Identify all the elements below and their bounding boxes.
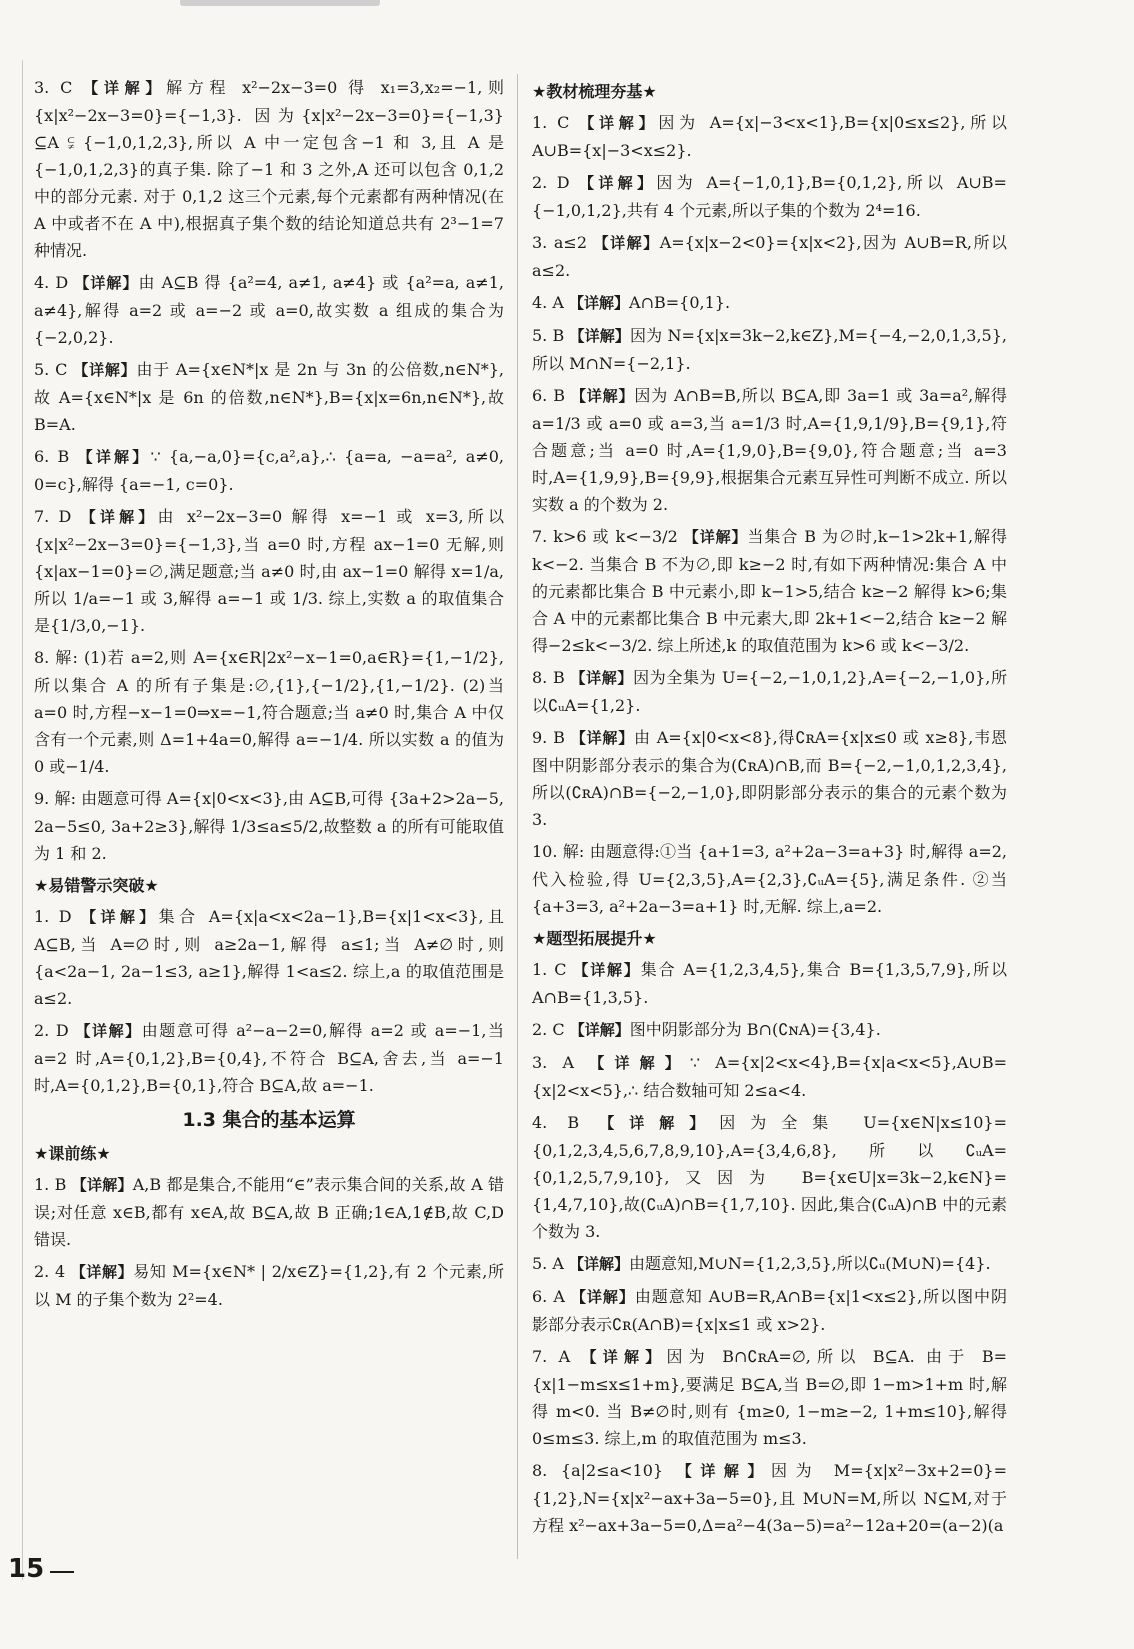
answer-text: 因为 N={x|x=3k−2,k∈Z},M={−4,−2,0,1,3,5},所以 M∩N={−2,1}. xyxy=(532,326,1007,373)
answer-item xyxy=(532,1016,1007,1044)
answer-item xyxy=(532,956,1007,1011)
answer-tag: 【详解】 xyxy=(593,234,660,252)
answer-item xyxy=(34,269,504,351)
answer-number: 5. A xyxy=(532,1254,564,1273)
answer-item xyxy=(34,644,504,780)
answer-item xyxy=(532,1250,1007,1278)
answer-text: 图中阴影部分为 B∩(∁ɴA)={3,4}. xyxy=(629,1020,881,1039)
answer-number: 4. D xyxy=(34,273,69,292)
answer-item xyxy=(34,503,504,639)
answer-number: 3. A xyxy=(532,1053,575,1072)
answer-item xyxy=(34,443,504,498)
answer-text: A,B 都是集合,不能用“∈”表示集合间的关系,故 A 错误;对任意 x∈B,都有 x∈A,故 B⊆A,故 B 正确;1∈A,1∉B,故 C,D 错误. xyxy=(34,1175,504,1249)
answer-number: 5. C xyxy=(34,360,68,379)
answer-tag: 【详解】 xyxy=(70,1263,134,1281)
answer-tag: 【详解】 xyxy=(73,361,137,379)
left-column xyxy=(34,74,504,1318)
answer-tag: 【详解】 xyxy=(570,729,635,747)
chapter-title: 1.3 集合的基本运算 xyxy=(182,1109,356,1131)
answer-item xyxy=(532,1343,1007,1452)
answer-number: 7. k>6 或 k<−3/2 xyxy=(532,527,678,546)
answer-text: ∵ A={x|2<x<4},B={x|a<x<5},A∪B={x|2<x<5},∴ 结合数轴可知 2≤a<4. xyxy=(532,1053,1008,1100)
answer-number: 8. 解: xyxy=(34,648,78,667)
answer-number: 7. A xyxy=(532,1347,571,1366)
answer-text: 集合 A={x|a<x<2a−1},B={x|1<x<3},且 A⊆B,当 A=∅时,则 a≥2a−1,解得 a≤1;当 A≠∅时,则 {a<2a−1, 2a−1≤3, a≥1},解得 1<a≤2. 综上,a 的取值范围是 a≤2. xyxy=(34,907,504,1008)
answer-item xyxy=(532,838,1007,920)
answer-tag: 【详解】 xyxy=(83,79,167,97)
answer-text: 因为全集 U={x∈N|x≤10}={0,1,2,3,4,5,6,7,8,9,10},A={3,4,6,8},所以∁ᵤA={0,1,2,5,7,9,10},又因为 B={x∈U|x=3k−2,k∈N}={1,4,7,10},故(∁ᵤA)∩B={1,7,10}. 因此,集合(∁ᵤA)∩B 中的元素个数为 3. xyxy=(532,1113,1007,1241)
column-divider xyxy=(517,74,518,1559)
binding-edge xyxy=(0,60,23,1580)
answer-tag: 【详解】 xyxy=(569,1021,630,1039)
answer-number: 2. D xyxy=(34,1021,69,1040)
answer-item xyxy=(34,356,504,438)
answer-number: 1. D xyxy=(34,907,72,926)
answer-item xyxy=(532,664,1007,719)
answer-tag: 【详解】 xyxy=(599,1114,720,1132)
answer-item xyxy=(532,1283,1007,1338)
answer-text: 由题意知,M∪N={1,2,3,5},所以∁ᵤ(M∪N)={4}. xyxy=(629,1254,991,1273)
answer-number: 5. B xyxy=(532,326,565,345)
answer-item xyxy=(34,1017,504,1099)
answer-number: 1. B xyxy=(34,1175,67,1194)
answer-tag: 【详解】 xyxy=(573,961,641,979)
answer-tag: 【详解】 xyxy=(581,1348,667,1366)
answer-tag: 【详解】 xyxy=(569,294,630,312)
answer-tag: 【详解】 xyxy=(570,387,635,405)
answer-tag: 【详解】 xyxy=(578,174,657,192)
answer-number: 9. B xyxy=(532,728,565,747)
answer-item xyxy=(532,724,1007,833)
answer-number: 2. 4 xyxy=(34,1262,66,1281)
answer-item xyxy=(532,229,1007,284)
answer-text: A={x|x−2<0}={x|x<2},因为 A∪B=R,所以 a≤2. xyxy=(532,233,1007,280)
answer-tag: 【详解】 xyxy=(569,327,631,345)
answer-number: 3. C xyxy=(34,78,73,97)
left-part1 xyxy=(34,74,504,867)
answer-item xyxy=(532,1457,1007,1539)
answer-number: 4. A xyxy=(532,293,564,312)
answer-text: ∵ {a,−a,0}={c,a²,a},∴ {a=a, −a=a², a≠0, 0=c},解得 {a=−1, c=0}. xyxy=(34,447,504,494)
answer-text: 由题意可得 a²−a−2=0,解得 a=2 或 a=−1,当 a=2 时,A={0,1,2},B={0,4},不符合 B⊆A,舍去,当 a=−1 时,A={0,1,2},B={0,1},符合 B⊆A,故 a=−1. xyxy=(34,1021,504,1095)
answer-number: 1. C xyxy=(532,960,567,979)
answer-text: 由 A⊆B 得 {a²=4, a≠1, a≠4} 或 {a²=a, a≠1, a≠4},解得 a=2 或 a=−2 或 a=0,故实数 a 组成的集合为{−2,0,2}. xyxy=(34,273,504,347)
answer-text: 解方程 x²−2x−3=0 得 x₁=3,x₂=−1,则{x|x²−2x−3=0}={−1,3}. 因为{x|x²−2x−3=0}={−1,3}⊆A ⫋ {−1,0,1,2,3},所以 A 中一定包含−1 和 3,且 A 是{−1,0,1,2,3}的真子集. 除了−1 和 3 之外,A 还可以包含 0,1,2 中的部分元素. 对于 0,1,2 这三个元素,每个元素都有两种情况(在 A 中或者不在 A 中),根据真子集个数的结论知道总共有 2³−1=7 种情况. xyxy=(34,78,505,260)
answer-tag: 【详解】 xyxy=(676,1462,772,1480)
answer-item xyxy=(532,1109,1007,1245)
answer-number: 2. D xyxy=(532,173,570,192)
right-column xyxy=(532,74,1007,1544)
left-part2 xyxy=(34,903,504,1099)
answer-text: (1)若 a=2,则 A={x∈R|2x²−x−1=0,a∈R}={1,−1/2},所以集合 A 的所有子集是:∅,{1},{−1/2},{1,−1/2}. (2)当 a=0 时,方程−x−1=0⇒x=−1,符合题意;当 a≠0 时,集合 A 中仅含有一个元素,则 Δ=1+4a=0,解得 a=−1/4. 所以实数 a 的值为 0 或−1/4. xyxy=(34,648,504,776)
answer-item xyxy=(532,1049,1007,1104)
answer-tag: 【详解】 xyxy=(570,1288,635,1306)
page-number-rule xyxy=(50,1571,74,1573)
answer-text: 由 x²−2x−3=0 解得 x=−1 或 x=3,所以{x|x²−2x−3=0}={−1,3},当 a=0 时,方程 ax−1=0 无解,则 {x|ax−1=0}=∅,满足题意;当 a≠0 时,由 ax−1=0 解得 x=1/a,所以 1/a=−1 或 3,解得 a=−1 或 1/3. 综上,实数 a 的取值集合是{1/3,0,−1}. xyxy=(34,507,504,635)
answer-text: 由题意可得 A={x|0<x<3},由 A⊆B,可得 {3a+2>2a−5, 2a−5≤0, 3a+2≥3},解得 1/3≤a≤5/2,故整数 a 的所有可能取值为 1 和 2. xyxy=(34,789,504,863)
answer-tag: 【详解】 xyxy=(74,274,139,292)
answer-tag: 【详解】 xyxy=(579,114,659,132)
answer-number: 3. a≤2 xyxy=(532,233,587,252)
answer-number: 7. D xyxy=(34,507,72,526)
left-part3 xyxy=(34,1171,504,1313)
scan-top-mark xyxy=(180,0,380,6)
answer-tag: 【详解】 xyxy=(569,1255,630,1273)
answer-item xyxy=(34,1258,504,1313)
section-jiaocai: ★教材梳理夯基★ xyxy=(532,82,657,101)
answer-text: A∩B={0,1}. xyxy=(629,293,731,312)
answer-number: 8. B xyxy=(532,668,565,687)
answer-item xyxy=(532,382,1007,518)
answer-number: 6. B xyxy=(532,386,565,405)
answer-tag: 【详解】 xyxy=(81,908,159,926)
answer-text: 集合 A={1,2,3,4,5},集合 B={1,3,5,7,9},所以 A∩B={1,3,5}. xyxy=(532,960,1007,1007)
answer-number: 9. 解: xyxy=(34,789,76,808)
answer-text: 因为 A∩B=B,所以 B⊆A,即 3a=1 或 3a=a²,解得 a=1/3 或 a=0 或 a=3,当 a=1/3 时,A={1,9,1/9},B={9,1},符合题意;当 a=0 时,A={1,9,0},B={9,0},符合题意;当 a=3 时,A={1,9,9},B={9,9},根据集合元素互异性可判断不成立. 所以实数 a 的个数为 2. xyxy=(532,386,1007,514)
section-tixing: ★题型拓展提升★ xyxy=(532,929,657,948)
answer-text: 因为 B∩∁ʀA=∅,所以 B⊆A. 由于 B={x|1−m≤x≤1+m},要满足 B⊆A,当 B=∅,即 1−m>1+m 时,解得 m<0. 当 B≠∅时,则有 {m≥0, 1−m≥−2, 1+m≤10},解得 0≤m≤3. 综上,m 的取值范围为 m≤3. xyxy=(532,1347,1007,1448)
answer-item xyxy=(532,109,1007,164)
answer-text: 由题意得:①当 {a+1=3, a²+2a−3=a+3} 时,解得 a=2,代入检验,得 U={2,3,5},A={2,3},∁ᵤA={5},满足条件. ②当 {a+3=3, a²+2a−3=a+1} 时,无解. 综上,a=2. xyxy=(532,842,1007,916)
answer-item xyxy=(34,785,504,867)
answer-text: 由于 A={x∈N*|x 是 2n 与 3n 的公倍数,n∈N*},故 A={x∈N*|x 是 6n 的倍数,n∈N*},B={x|x=6n,n∈N*},故 B=A. xyxy=(34,360,504,434)
answer-number: 6. A xyxy=(532,1287,565,1306)
answer-number: 6. B xyxy=(34,447,70,466)
answer-item xyxy=(532,289,1007,317)
answer-tag: 【详解】 xyxy=(71,1176,133,1194)
right-part1 xyxy=(532,109,1007,920)
answer-text: 由题意知 A∪B=R,A∩B={x|1<x≤2},所以图中阴影部分表示∁ʀ(A∩B)={x|x≤1 或 x>2}. xyxy=(532,1287,1007,1334)
answer-item xyxy=(34,1171,504,1253)
answer-number: 1. C xyxy=(532,113,570,132)
answer-text: 因为 A={x|−3<x<1},B={x|0≤x≤2},所以 A∪B={x|−3<x≤2}. xyxy=(532,113,1007,160)
answer-tag: 【详解】 xyxy=(80,508,158,526)
answer-text: 由 A={x|0<x<8},得∁ʀA={x|x≤0 或 x≥8},韦恩图中阴影部分表示的集合为(∁ʀA)∩B,而 B={−2,−1,0,1,2,3,4},所以(∁ʀA)∩B={−2,−1,0},即阴影部分表示的集合的元素个数为 3. xyxy=(532,728,1007,829)
answer-tag: 【详解】 xyxy=(683,528,748,546)
section-yicuo: ★易错警示突破★ xyxy=(34,876,159,895)
page-number: 15 xyxy=(8,1554,45,1584)
answer-text: 因为 M={x|x²−3x+2=0}={1,2},N={x|x²−ax+3a−5=0},且 M∪N=M,所以 N⊆M,对于方程 x²−ax+3a−5=0,Δ=a²−4(3a−5)=a²−12a+20=(a−2)(a xyxy=(532,1461,1007,1535)
section-keqian: ★课前练★ xyxy=(34,1144,111,1163)
answer-number: 10. 解: xyxy=(532,842,585,861)
answer-number: 8. {a|2≤a<10} xyxy=(532,1461,664,1480)
answer-text: 当集合 B 为∅时,k−1>2k+1,解得 k<−2. 当集合 B 不为∅,即 k≥−2 时,有如下两种情况:集合 A 中的元素都比集合 B 中元素小,即 k−1>5,结合 k≥−2 解得 k>6;集合 A 中的元素都比集合 B 中元素大,即 2k+1<−2,结合 k≥−2 解得−2≤k<−3/2. 综上所述,k 的取值范围为 k>6 或 k<−3/2. xyxy=(532,527,1007,655)
answer-tag: 【详解】 xyxy=(75,1022,142,1040)
answer-item xyxy=(34,903,504,1012)
answer-tag: 【详解】 xyxy=(77,448,151,466)
answer-tag: 【详解】 xyxy=(589,1054,690,1072)
answer-item xyxy=(532,523,1007,659)
answer-number: 4. B xyxy=(532,1113,580,1132)
answer-item xyxy=(34,74,504,264)
answer-text: 易知 M={x∈N* | 2/x∈Z}={1,2},有 2 个元素,所以 M 的子集个数为 2²=4. xyxy=(34,1262,504,1309)
answer-tag: 【详解】 xyxy=(570,669,634,687)
answer-text: 因为 A={−1,0,1},B={0,1,2},所以 A∪B={−1,0,1,2},共有 4 个元素,所以子集的个数为 2⁴=16. xyxy=(532,173,1007,220)
answer-item xyxy=(532,322,1007,377)
answer-item xyxy=(532,169,1007,224)
right-part2 xyxy=(532,956,1007,1539)
answer-number: 2. C xyxy=(532,1020,565,1039)
answer-text: 因为全集为 U={−2,−1,0,1,2},A={−2,−1,0},所以∁ᵤA={1,2}. xyxy=(532,668,1007,715)
